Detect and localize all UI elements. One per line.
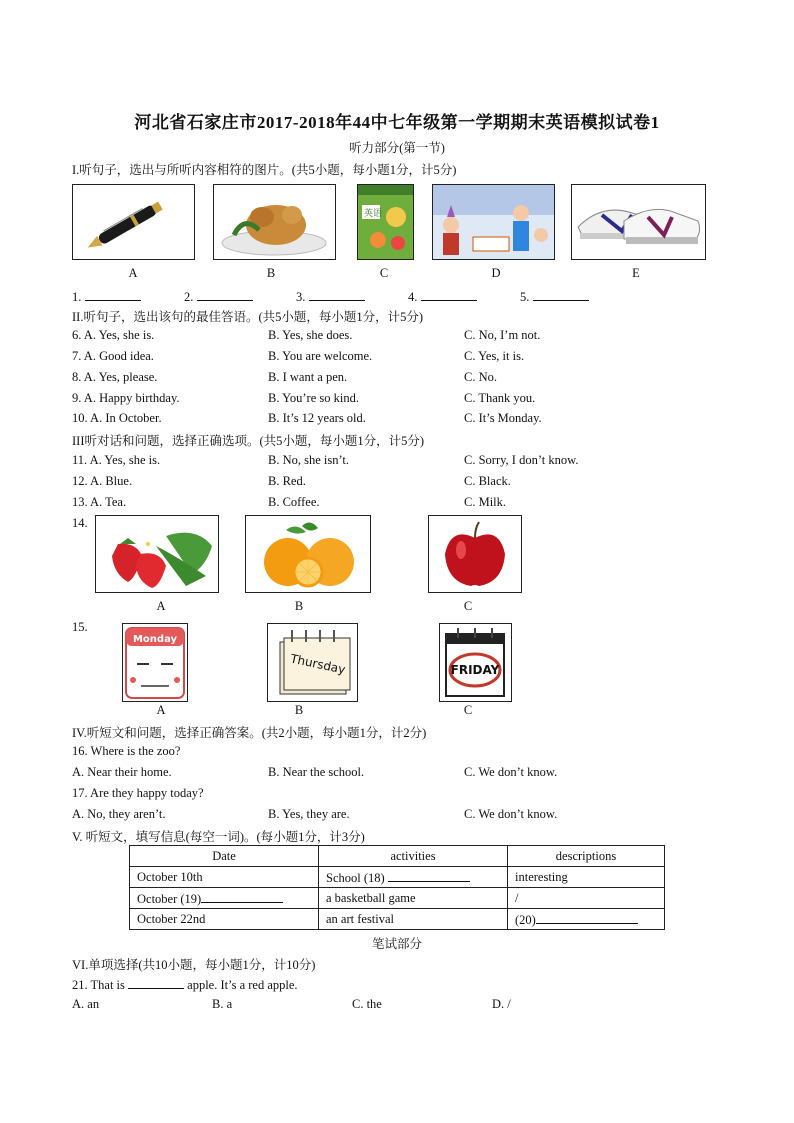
answer-blank-5: 5. bbox=[520, 288, 589, 305]
option-a: 6. A. Yes, she is. bbox=[72, 328, 155, 342]
table-cell: School (18) bbox=[319, 867, 508, 888]
question-17: 17. Are they happy today? bbox=[72, 786, 204, 800]
option-a: 9. A. Happy birthday. bbox=[72, 391, 180, 405]
answer-line[interactable] bbox=[421, 288, 477, 301]
answer-line-21[interactable] bbox=[128, 976, 184, 989]
section-4-heading: IV.听短文和问题，选择正确答案。(共2小题，每小题1分，计2分) bbox=[72, 726, 427, 740]
answer-blank-2: 2. bbox=[184, 288, 253, 305]
page-title: 河北省石家庄市2017-2018年44中七年级第一学期期末英语模拟试卷1 bbox=[134, 113, 660, 132]
option-c: C. No. bbox=[464, 370, 497, 384]
answer-line[interactable] bbox=[309, 288, 365, 301]
pen-icon bbox=[72, 184, 195, 260]
option-b: B. Coffee. bbox=[268, 495, 320, 509]
section-6-heading: VI.单项选择(共10小题，每小题1分，计10分) bbox=[72, 958, 316, 972]
question-15-number: 15. bbox=[72, 620, 88, 634]
table-row bbox=[130, 867, 665, 888]
info-table bbox=[129, 845, 665, 930]
option-b: B. You’re so kind. bbox=[268, 391, 359, 405]
picture-label: A bbox=[156, 599, 166, 613]
monday-text: Monday bbox=[132, 634, 178, 645]
table-header: Date bbox=[130, 846, 319, 867]
answer-line-20[interactable] bbox=[536, 911, 638, 924]
table-cell: (20) bbox=[508, 909, 665, 930]
option-a: 10. A. In October. bbox=[72, 411, 162, 425]
section-2-heading: II.听句子，选出该句的最佳答语。(共5小题，每小题1分，计5分) bbox=[72, 310, 424, 324]
picture-label: A bbox=[128, 266, 138, 280]
option-c: C. the bbox=[352, 997, 382, 1011]
option-b: B. Yes, she does. bbox=[268, 328, 353, 342]
table-cell: an art festival bbox=[319, 909, 508, 930]
picture-label: D bbox=[491, 266, 501, 280]
option-b: B. Yes, they are. bbox=[268, 807, 350, 821]
option-c: C. No, I’m not. bbox=[464, 328, 541, 342]
option-c: C. Sorry, I don’t know. bbox=[464, 453, 579, 467]
written-header: 笔试部分 bbox=[371, 937, 422, 951]
option-c: C. We don’t know. bbox=[464, 765, 558, 779]
thursday-text: Thursday bbox=[289, 651, 347, 677]
table-cell: interesting bbox=[508, 867, 665, 888]
answer-line-18[interactable] bbox=[388, 869, 470, 882]
oranges-icon bbox=[245, 515, 371, 593]
birthday-party-icon bbox=[432, 184, 555, 260]
strawberries-icon bbox=[95, 515, 219, 593]
option-d: D. / bbox=[492, 997, 511, 1011]
friday-text: FRIDAY bbox=[450, 663, 500, 677]
table-cell: October (19) bbox=[130, 888, 319, 909]
answer-blank-3: 3. bbox=[296, 288, 365, 305]
table-header: descriptions bbox=[508, 846, 665, 867]
table-cell: / bbox=[508, 888, 665, 909]
listening-header: 听力部分(第一节) bbox=[349, 141, 445, 155]
table-row bbox=[130, 909, 665, 930]
option-b: B. No, she isn’t. bbox=[268, 453, 350, 467]
option-c: C. We don’t know. bbox=[464, 807, 558, 821]
option-a: 11. A. Yes, she is. bbox=[72, 453, 161, 467]
table-cell: October 22nd bbox=[130, 909, 319, 930]
section-3-heading: III听对话和问题，选择正确选项。(共5小题，每小题1分，计5分) bbox=[72, 434, 425, 448]
apple-icon bbox=[428, 515, 522, 593]
sneakers-icon bbox=[571, 184, 706, 260]
picture-label: C bbox=[463, 599, 473, 613]
table-cell: October 10th bbox=[130, 867, 319, 888]
option-b: B. Near the school. bbox=[268, 765, 365, 779]
option-c: C. Black. bbox=[464, 474, 511, 488]
option-c: C. Yes, it is. bbox=[464, 349, 525, 363]
option-c: C. It’s Monday. bbox=[464, 411, 542, 425]
picture-label: B bbox=[294, 703, 304, 717]
question-21: 21. That is apple. It’s a red apple. bbox=[72, 978, 298, 992]
answer-line[interactable] bbox=[85, 288, 141, 301]
option-a: 8. A. Yes, please. bbox=[72, 370, 158, 384]
roast-chicken-icon bbox=[213, 184, 336, 260]
answer-line-19[interactable] bbox=[201, 890, 283, 903]
option-a: A. No, they aren’t. bbox=[72, 807, 166, 821]
thursday-calendar-icon bbox=[267, 623, 358, 702]
option-a: 12. A. Blue. bbox=[72, 474, 133, 488]
answer-line[interactable] bbox=[197, 288, 253, 301]
option-a: A. an bbox=[72, 997, 100, 1011]
picture-label: B bbox=[266, 266, 276, 280]
option-b: B. It’s 12 years old. bbox=[268, 411, 366, 425]
svg-text:英语: 英语 bbox=[364, 209, 383, 219]
section-1-heading: I.听句子，选出与所听内容相符的图片。(共5小题，每小题1分，计5分) bbox=[72, 163, 457, 177]
table-cell: a basketball game bbox=[319, 888, 508, 909]
picture-label: A bbox=[156, 703, 166, 717]
answer-blank-4: 4. bbox=[408, 288, 477, 305]
option-a: 13. A. Tea. bbox=[72, 495, 127, 509]
english-book-icon bbox=[357, 184, 414, 260]
option-a: 7. A. Good idea. bbox=[72, 349, 154, 363]
table-header: activities bbox=[319, 846, 508, 867]
answer-line[interactable] bbox=[533, 288, 589, 301]
option-a: A. Near their home. bbox=[72, 765, 172, 779]
table-header-row bbox=[130, 846, 665, 867]
picture-label: C bbox=[379, 266, 389, 280]
picture-label: C bbox=[463, 703, 473, 717]
answer-blank-1: 1. bbox=[72, 288, 141, 305]
option-b: B. a bbox=[212, 997, 233, 1011]
monday-calendar-icon bbox=[122, 623, 188, 702]
option-c: C. Thank you. bbox=[464, 391, 536, 405]
section-5-heading: V. 听短文，填写信息(每空一词)。(每小题1分，计3分) bbox=[72, 830, 365, 844]
picture-label: E bbox=[632, 266, 640, 280]
table-row bbox=[130, 888, 665, 909]
question-16: 16. Where is the zoo? bbox=[72, 744, 181, 758]
friday-calendar-icon bbox=[439, 623, 512, 702]
option-b: B. You are welcome. bbox=[268, 349, 373, 363]
option-b: B. I want a pen. bbox=[268, 370, 348, 384]
question-14-number: 14. bbox=[72, 516, 88, 530]
option-b: B. Red. bbox=[268, 474, 306, 488]
picture-label: B bbox=[294, 599, 304, 613]
option-c: C. Milk. bbox=[464, 495, 507, 509]
